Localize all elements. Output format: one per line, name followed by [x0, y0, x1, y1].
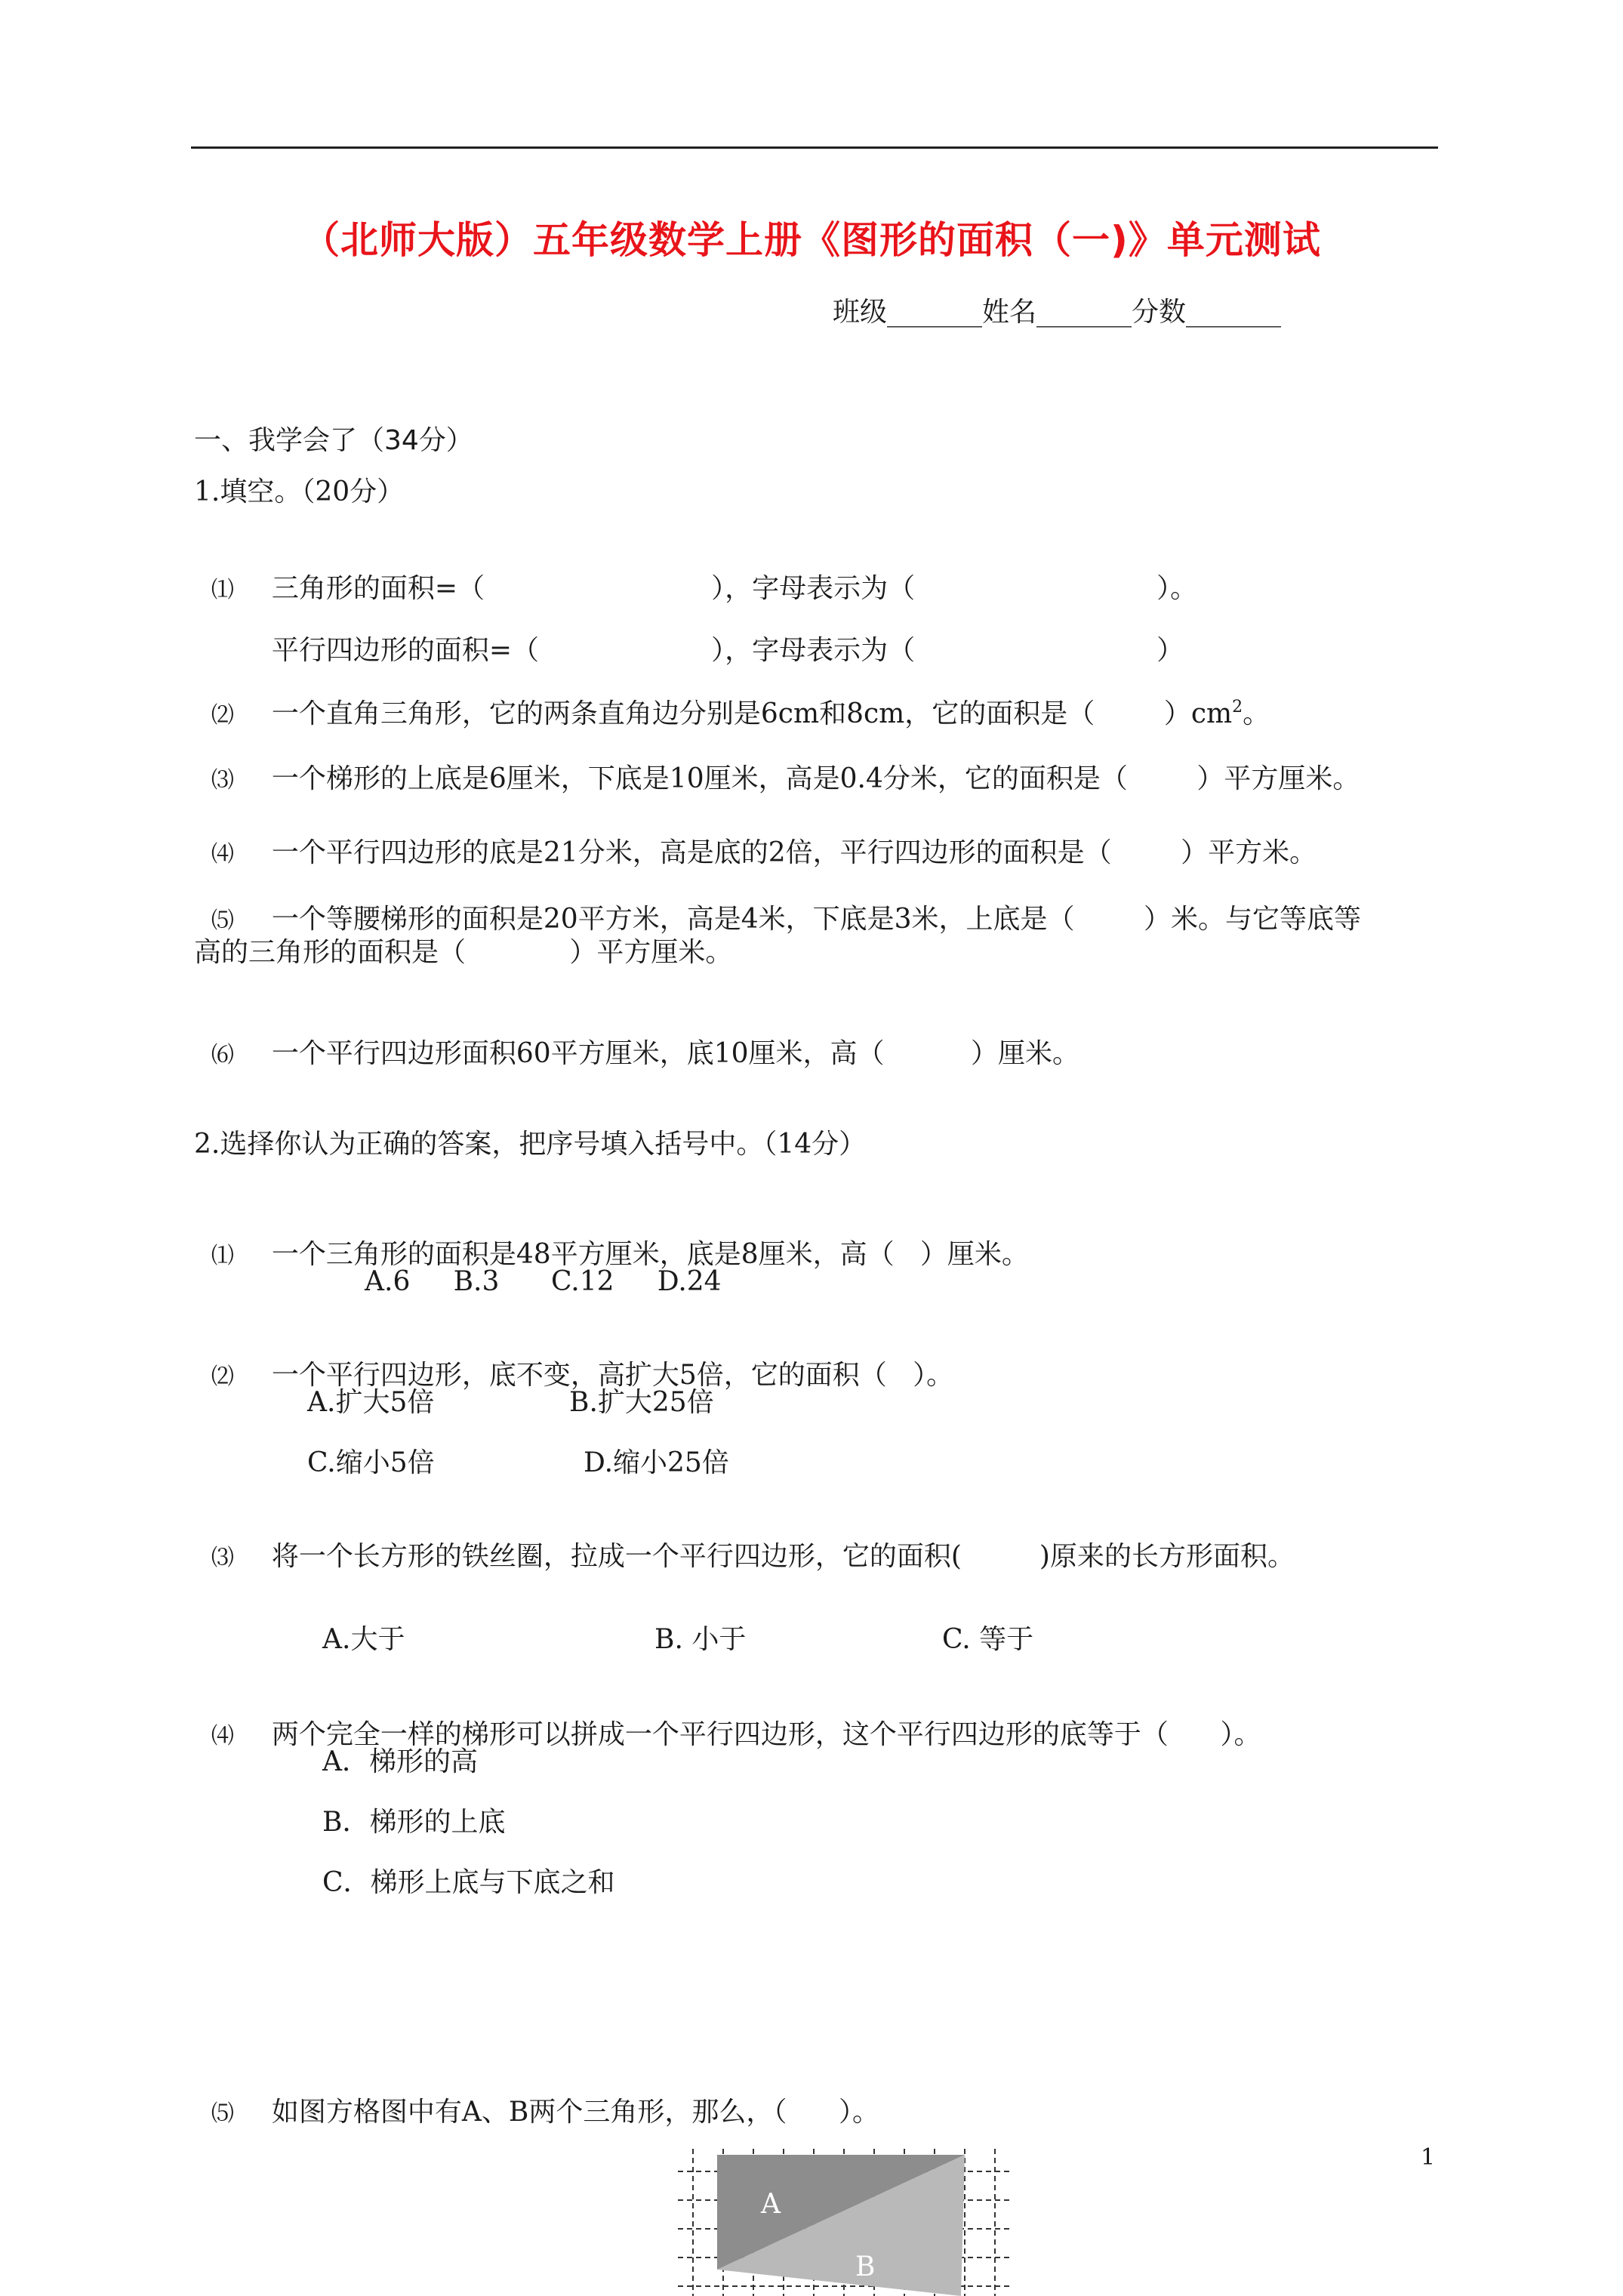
item-text: 一个平行四边形的底是21分米，高是底的2倍，平行四边形的面积是（ ）平方米。 — [271, 837, 1317, 868]
item-text: 三角形的面积=（ — [271, 573, 485, 604]
item-number: ⑷ — [211, 841, 234, 868]
choice-options: A.6 B.3 C.12 D.24 — [365, 1266, 722, 1297]
fill-item-1b — [254, 601, 1184, 667]
fill-item-4 — [194, 803, 1317, 871]
header-fields: 班级_______姓名_______分数_______ — [833, 297, 1282, 328]
item-text: ），字母表示为（ — [711, 573, 916, 604]
option-a: A.大于 — [322, 1624, 405, 1655]
option-b: B. 小于 — [654, 1624, 747, 1655]
fill-item-2 — [194, 664, 1270, 732]
page-title: （北师大版）五年级数学上册《图形的面积（一)》单元测试 — [302, 218, 1321, 262]
item-text: 一个等腰梯形的面积是20平方米，高是4米，下底是3米，上底是（ ）米。与它等底等 — [271, 904, 1362, 935]
choice-item-2 — [194, 1326, 953, 1394]
question-heading: 1.填空。（20分） — [194, 476, 405, 507]
item-number: ⑹ — [211, 1042, 234, 1068]
option-c: C.缩小5倍 — [307, 1447, 435, 1478]
option-c: C. 等于 — [942, 1624, 1034, 1655]
section-heading: 一、我学会了（34分） — [194, 425, 473, 456]
item-number: ⑸ — [211, 2100, 234, 2127]
option-b: B．梯形的上底 — [322, 1807, 506, 1838]
item-number: ⑵ — [211, 1364, 234, 1390]
fill-item-5 — [194, 870, 1361, 938]
grid-figure — [670, 2134, 1018, 2296]
item-text: 两个完全一样的梯形可以拼成一个平行四边形，这个平行四边形的底等于（ ）。 — [271, 1719, 1261, 1750]
choice-item-3 — [194, 1507, 1295, 1575]
item-text: 平行四边形的面积=（ — [271, 635, 540, 666]
header-rule — [191, 146, 1438, 149]
item-number: ⑴ — [211, 1243, 234, 1269]
item-text: 一个平行四边形，底不变，高扩大5倍，它的面积（ ）。 — [271, 1360, 954, 1391]
item-text: 一个平行四边形面积60平方厘米，底10厘米，高（ ）厘米。 — [271, 1038, 1079, 1069]
option-c: C．梯形上底与下底之和 — [322, 1867, 615, 1898]
item-number: ⑴ — [211, 577, 234, 603]
item-text: 将一个长方形的铁丝圈，拉成一个平行四边形，它的面积( )原来的长方形面积。 — [271, 1541, 1295, 1572]
choice-item-5 — [194, 2063, 879, 2131]
label-b: B — [855, 2251, 876, 2282]
label-a: A — [761, 2189, 781, 2220]
option-a: A.扩大5倍 — [307, 1387, 435, 1418]
page-number: 1 — [1421, 2144, 1436, 2171]
item-number: ⑶ — [211, 1545, 234, 1571]
option-d: D.缩小25倍 — [584, 1447, 729, 1478]
choice-item-1 — [194, 1205, 1029, 1273]
item-text: 一个梯形的上底是6厘米，下底是10厘米，高是0.4分米，它的面积是（ ）平方厘米。 — [271, 763, 1360, 794]
item-number: ⑶ — [211, 767, 234, 794]
fill-item-5-continued: 高的三角形的面积是（ ）平方厘米。 — [194, 937, 733, 968]
item-text: 一个直角三角形，它的两条直角边分别是6cm和8cm，它的面积是（ ）cm — [271, 698, 1233, 729]
item-number: ⑵ — [211, 702, 234, 729]
item-text: 。 — [1243, 698, 1270, 729]
option-a: A．梯形的高 — [322, 1746, 478, 1777]
item-text: 一个三角形的面积是48平方厘米，底是8厘米，高（ ）厘米。 — [271, 1239, 1029, 1270]
fill-item-6 — [194, 1004, 1079, 1072]
item-text: ）。 — [1156, 573, 1198, 604]
question-heading: 2.选择你认为正确的答案，把序号填入括号中。（14分） — [194, 1129, 867, 1160]
option-b: B.扩大25倍 — [569, 1387, 714, 1418]
item-text: ），字母表示为（ — [711, 635, 916, 666]
item-number: ⑷ — [211, 1723, 234, 1749]
superscript: 2 — [1232, 698, 1243, 717]
item-text: 如图方格图中有A、B两个三角形，那么，（ ）。 — [271, 2097, 880, 2128]
choice-item-4 — [194, 1685, 1261, 1753]
item-number: ⑸ — [211, 908, 234, 934]
fill-item-1 — [194, 539, 1197, 607]
fill-item-3 — [194, 729, 1360, 797]
item-text: ） — [1156, 635, 1184, 666]
